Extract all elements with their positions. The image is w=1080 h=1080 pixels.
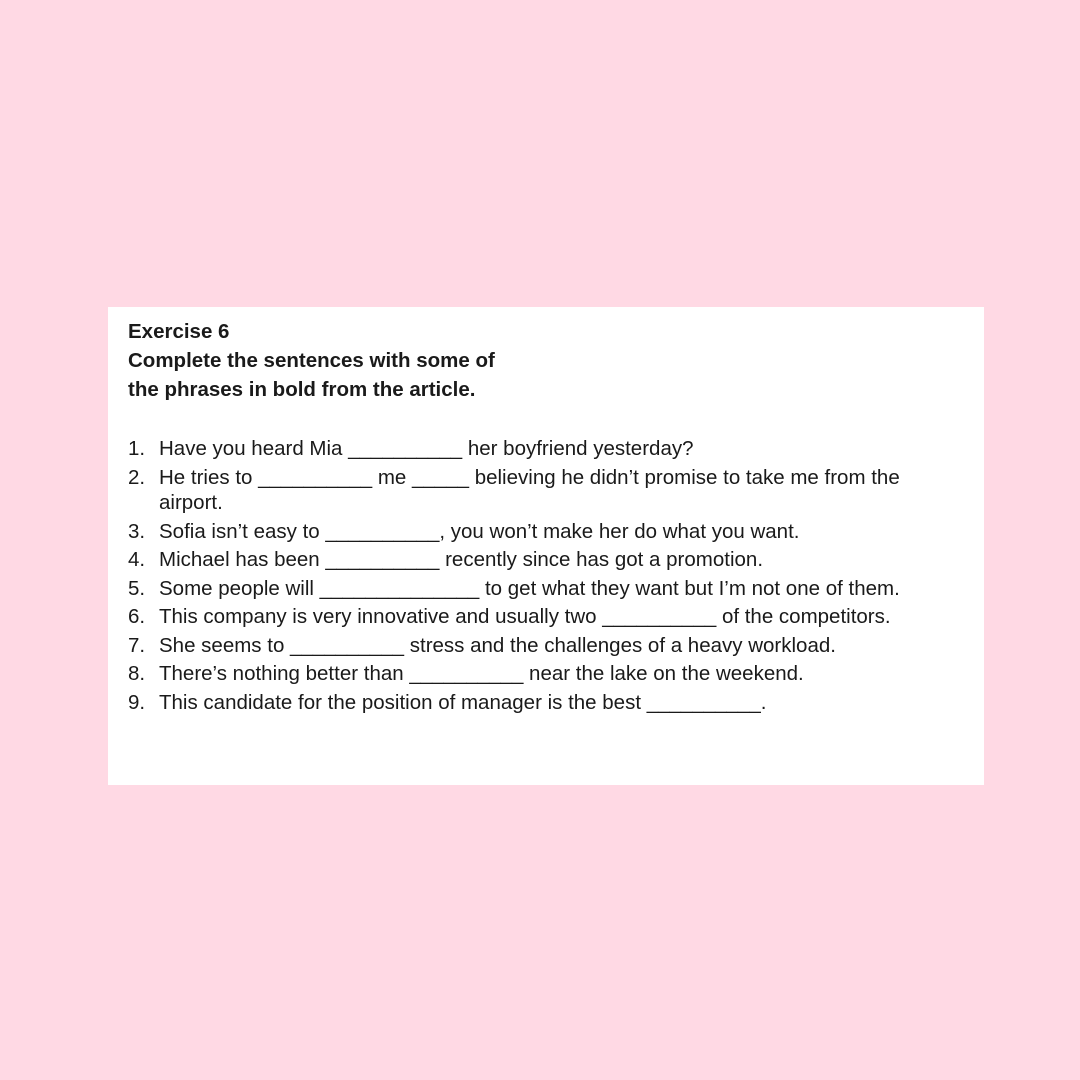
item-text: He tries to __________ me _____ believing he didn’t promise to take me from the airport. bbox=[159, 465, 900, 514]
item-number: 2. bbox=[128, 465, 146, 489]
sentence-item-9 bbox=[128, 690, 984, 716]
item-number: 5. bbox=[128, 576, 146, 600]
sentence-item-4 bbox=[128, 547, 984, 573]
item-text: She seems to __________ stress and the challenges of a heavy workload. bbox=[159, 633, 836, 657]
exercise-instruction-line-2: the phrases in bold from the article. bbox=[128, 378, 476, 401]
item-text: Sofia isn’t easy to __________, you won’t make her do what you want. bbox=[159, 519, 800, 543]
item-number: 9. bbox=[128, 690, 146, 714]
sentence-item-8 bbox=[128, 661, 984, 687]
item-text: There’s nothing better than __________ near the lake on the weekend. bbox=[159, 662, 804, 685]
item-text: This company is very innovative and usually two __________ of the competitors. bbox=[159, 605, 891, 628]
item-text: Michael has been __________ recently since has got a promotion. bbox=[159, 548, 764, 571]
sentence-item-1 bbox=[128, 436, 984, 462]
exercise-heading bbox=[128, 317, 984, 404]
item-number: 1. bbox=[128, 437, 146, 460]
item-text: Some people will ______________ to get what they want but I’m not one of them. bbox=[159, 576, 900, 600]
item-number: 3. bbox=[128, 519, 146, 543]
item-number: 7. bbox=[128, 633, 146, 657]
item-text: Have you heard Mia __________ her boyfriend yesterday? bbox=[159, 437, 694, 460]
sentence-item-5 bbox=[128, 576, 984, 602]
sentence-item-2 bbox=[128, 465, 984, 516]
sentence-item-7 bbox=[128, 633, 984, 659]
item-number: 6. bbox=[128, 605, 146, 628]
item-number: 4. bbox=[128, 548, 146, 571]
exercise-card bbox=[108, 307, 984, 785]
item-text: This candidate for the position of manager is the best __________. bbox=[159, 690, 767, 714]
sentence-item-3 bbox=[128, 519, 984, 545]
exercise-title: Exercise 6 bbox=[128, 320, 230, 343]
item-number: 8. bbox=[128, 662, 146, 685]
exercise-instruction-line-1: Complete the sentences with some of bbox=[128, 349, 495, 372]
sentence-item-6 bbox=[128, 604, 984, 630]
sentence-list bbox=[128, 436, 984, 715]
